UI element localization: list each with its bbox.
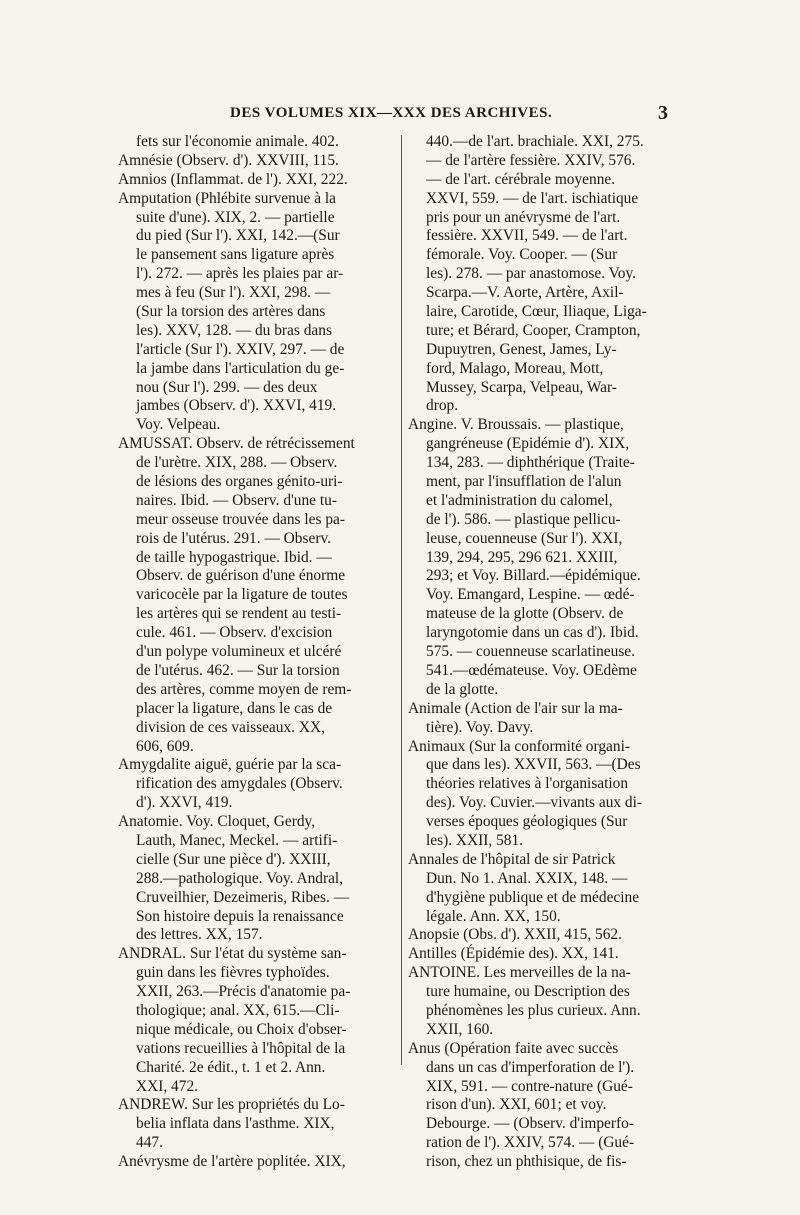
index-line: XIX, 591. — contre-nature (Gué- (426, 1077, 633, 1095)
left-column (118, 133, 398, 1172)
index-line: 134, 283. — diphthérique (Traite- (426, 454, 635, 472)
index-line: de l'urètre. XIX, 288. — Observ. (136, 454, 338, 472)
index-line: l'). 272. — après les plaies par ar- (136, 265, 344, 283)
index-line: d'hygiène publique et de médecine (426, 888, 640, 906)
index-line: Amnésie (Observ. d'). XXVIII, 115. (118, 151, 339, 169)
index-line: de l'utérus. 462. — Sur la torsion (136, 661, 340, 679)
index-line: le pansement sans ligature après (136, 246, 335, 264)
index-line: les artères qui se rendent au testi- (136, 605, 342, 623)
index-line: Scarpa.—V. Aorte, Artère, Axil- (426, 284, 624, 302)
index-line: 541.—œdémateuse. Voy. OEdème (426, 661, 637, 679)
index-line: Angine. V. Broussais. — plastique, (408, 416, 624, 434)
index-line: Dun. No 1. Anal. XXIX, 148. — (426, 869, 628, 887)
index-line: XXI, 472. (136, 1077, 198, 1095)
index-line: des lettres. XX, 157. (136, 926, 263, 944)
index-line: de taille hypogastrique. Ibid. — (136, 548, 332, 566)
index-line: XXII, 160. (426, 1020, 494, 1038)
index-line: Voy. Velpeau. (136, 416, 221, 434)
index-line: vations recueillies à l'hôpital de la (136, 1039, 346, 1057)
index-line: laire, Carotide, Cœur, Iliaque, Liga- (426, 303, 647, 321)
index-line: jambes (Observ. d'). XXVI, 419. (136, 397, 337, 415)
index-line: d'). XXVI, 419. (136, 794, 233, 812)
index-line: Amnios (Inflammat. de l'). XXI, 222. (118, 170, 348, 188)
index-line: mateuse de la glotte (Observ. de (426, 605, 624, 623)
index-line: leuse, couenneuse (Sur l'). XXI, (426, 529, 623, 547)
index-line: ANTOINE. Les merveilles de la na- (408, 964, 631, 982)
index-line: guin dans les fièvres typhoïdes. (136, 964, 330, 982)
index-line: 440.—de l'art. brachiale. XXI, 275. (426, 133, 644, 150)
index-line: phénomènes les plus curieux. Ann. (426, 1001, 641, 1019)
index-line: théories relatives à l'organisation (426, 775, 629, 793)
right-column (408, 133, 676, 1172)
index-line: des artères, comme moyen de rem- (136, 680, 352, 698)
index-line: 139, 294, 295, 296 621. XXIII, (426, 548, 618, 566)
index-line: suite d'une). XIX, 2. — partielle (136, 208, 335, 226)
index-line: placer la ligature, dans le cas de (136, 699, 333, 717)
index-line: — de l'art. cérébrale moyenne. (426, 170, 616, 188)
index-line: nou (Sur l'). 299. — des deux (136, 378, 318, 396)
page-number: 3 (658, 102, 668, 124)
index-line: AMUSSAT. Observ. de rétrécissement (118, 435, 355, 453)
index-line: Anus (Opération faite avec succès (408, 1039, 619, 1057)
index-line: Anévrysme de l'artère poplitée. XIX, (118, 1153, 346, 1171)
index-line: cule. 461. — Observ. d'excision (136, 624, 333, 642)
index-line: ANDREW. Sur les propriétés du Lo- (118, 1096, 345, 1114)
index-line: Antilles (Épidémie des). XX, 141. (408, 945, 619, 963)
index-line: Anopsie (Obs. d'). XXII, 415, 562. (408, 926, 622, 944)
index-line: les). 278. — par anastomose. Voy. (426, 265, 637, 283)
index-line: les). XXV, 128. — du bras dans (136, 321, 332, 339)
index-line: Annales de l'hôpital de sir Patrick (408, 850, 616, 868)
index-line: (Sur la torsion des artères dans (136, 303, 326, 321)
index-line: thologique; anal. XX, 615.—Cli- (136, 1001, 340, 1019)
index-line: d'un polype volumineux et ulcéré (136, 643, 342, 661)
index-line: Observ. de guérison d'une énorme (136, 567, 346, 585)
index-line: naires. Ibid. — Observ. d'une tu- (136, 491, 337, 509)
index-line: fessière. XXVII, 549. — de l'art. (426, 227, 628, 245)
index-line: Cruveilhier, Dezeimeris, Ribes. — (136, 888, 350, 906)
index-line: Amygdalite aiguë, guérie par la sca- (118, 756, 342, 774)
index-line: meur osseuse trouvée dans les pa- (136, 510, 345, 528)
index-line: division de ces vaisseaux. XX, (136, 718, 325, 736)
index-line: 293; et Voy. Billard.—épidémique. (426, 567, 641, 585)
index-line: mes à feu (Sur l'). XXI, 298. — (136, 284, 331, 302)
index-line: l'article (Sur l'). XXIV, 297. — de (136, 340, 345, 358)
index-line: Anatomie. Voy. Cloquet, Gerdy, (118, 813, 316, 831)
index-line: cielle (Sur une pièce d'). XXIII, (136, 850, 331, 868)
index-line: Debourge. — (Observ. d'imperfo- (426, 1115, 634, 1133)
index-line: rison d'un). XXI, 601; et voy. (426, 1096, 607, 1114)
index-line: de lésions des organes génito-uri- (136, 473, 343, 491)
index-line: belia inflata dans l'asthme. XIX, (136, 1115, 335, 1133)
index-line: ment, par l'insufflation de l'alun (426, 473, 622, 491)
index-line: rification des amygdales (Observ. (136, 775, 343, 793)
index-line: drop. (426, 397, 459, 415)
index-line: et l'administration du calomel, (426, 491, 613, 509)
index-line: Mussey, Scarpa, Velpeau, War- (426, 378, 617, 396)
index-line: les). XXII, 581. (426, 831, 524, 849)
index-line: ANDRAL. Sur l'état du système san- (118, 945, 347, 963)
index-line: légale. Ann. XX, 150. (426, 907, 561, 925)
index-line: ture humaine, ou Description des (426, 983, 630, 1001)
index-line: 447. (136, 1134, 163, 1152)
index-line: varicocèle par la ligature de toutes (136, 586, 348, 604)
index-line: de la glotte. (426, 680, 499, 698)
column-divider (401, 135, 402, 1065)
running-head: DES VOLUMES XIX—XXX DES ARCHIVES. (230, 105, 553, 121)
index-line: que dans les). XXVII, 563. —(Des (426, 756, 641, 774)
index-line: Animaux (Sur la conformité organi- (408, 737, 630, 755)
index-line: ture; et Bérard, Cooper, Crampton, (426, 321, 641, 339)
index-line: laryngotomie dans un cas d'). Ibid. (426, 624, 639, 642)
index-line: dans un cas d'imperforation de l'). (426, 1058, 635, 1076)
index-line: verses époques géologiques (Sur (426, 813, 628, 831)
index-line: XXVI, 559. — de l'art. ischiatique (426, 189, 639, 207)
index-line: Son histoire depuis la renaissance (136, 907, 344, 925)
index-line: rois de l'utérus. 291. — Observ. (136, 529, 331, 547)
index-line: la jambe dans l'articulation du ge- (136, 359, 345, 377)
index-line: Voy. Emangard, Lespine. — œdé- (426, 586, 635, 604)
index-line: pris pour un anévrysme de l'art. (426, 208, 621, 226)
index-line: ration de l'). XXIV, 574. — (Gué- (426, 1134, 635, 1152)
index-line: Charité. 2e édit., t. 1 et 2. Ann. (136, 1058, 326, 1076)
index-line: tière). Voy. Davy. (426, 718, 534, 736)
index-line: fets sur l'économie animale. 402. (136, 133, 339, 150)
index-line: 288.—pathologique. Voy. Andral, (136, 869, 344, 887)
index-line: 575. — couenneuse scarlatineuse. (426, 643, 635, 661)
index-line: ford, Malago, Moreau, Mott, (426, 359, 604, 377)
index-line: de l'). 586. — plastique pellicu- (426, 510, 621, 528)
index-line: rison, chez un phthisique, de fis- (426, 1153, 627, 1171)
index-line: XXII, 263.—Précis d'anatomie pa- (136, 983, 351, 1001)
index-line: Amputation (Phlébite survenue à la (118, 189, 336, 207)
index-line: Animale (Action de l'air sur la ma- (408, 699, 623, 717)
index-line: 606, 609. (136, 737, 194, 755)
index-line: du pied (Sur l'). XXI, 142.—(Sur (136, 227, 340, 245)
index-line: des). Voy. Cuvier.—vivants aux di- (426, 794, 643, 812)
index-line: Dupuytren, Genest, James, Ly- (426, 340, 617, 358)
index-line: — de l'artère fessière. XXIV, 576. (426, 151, 636, 169)
index-line: gangréneuse (Epidémie d'). XIX, (426, 435, 630, 453)
index-line: Lauth, Manec, Meckel. — artifi- (136, 831, 338, 849)
index-line: nique médicale, ou Choix d'obser- (136, 1020, 347, 1038)
index-line: fémorale. Voy. Cooper. — (Sur (426, 246, 618, 264)
